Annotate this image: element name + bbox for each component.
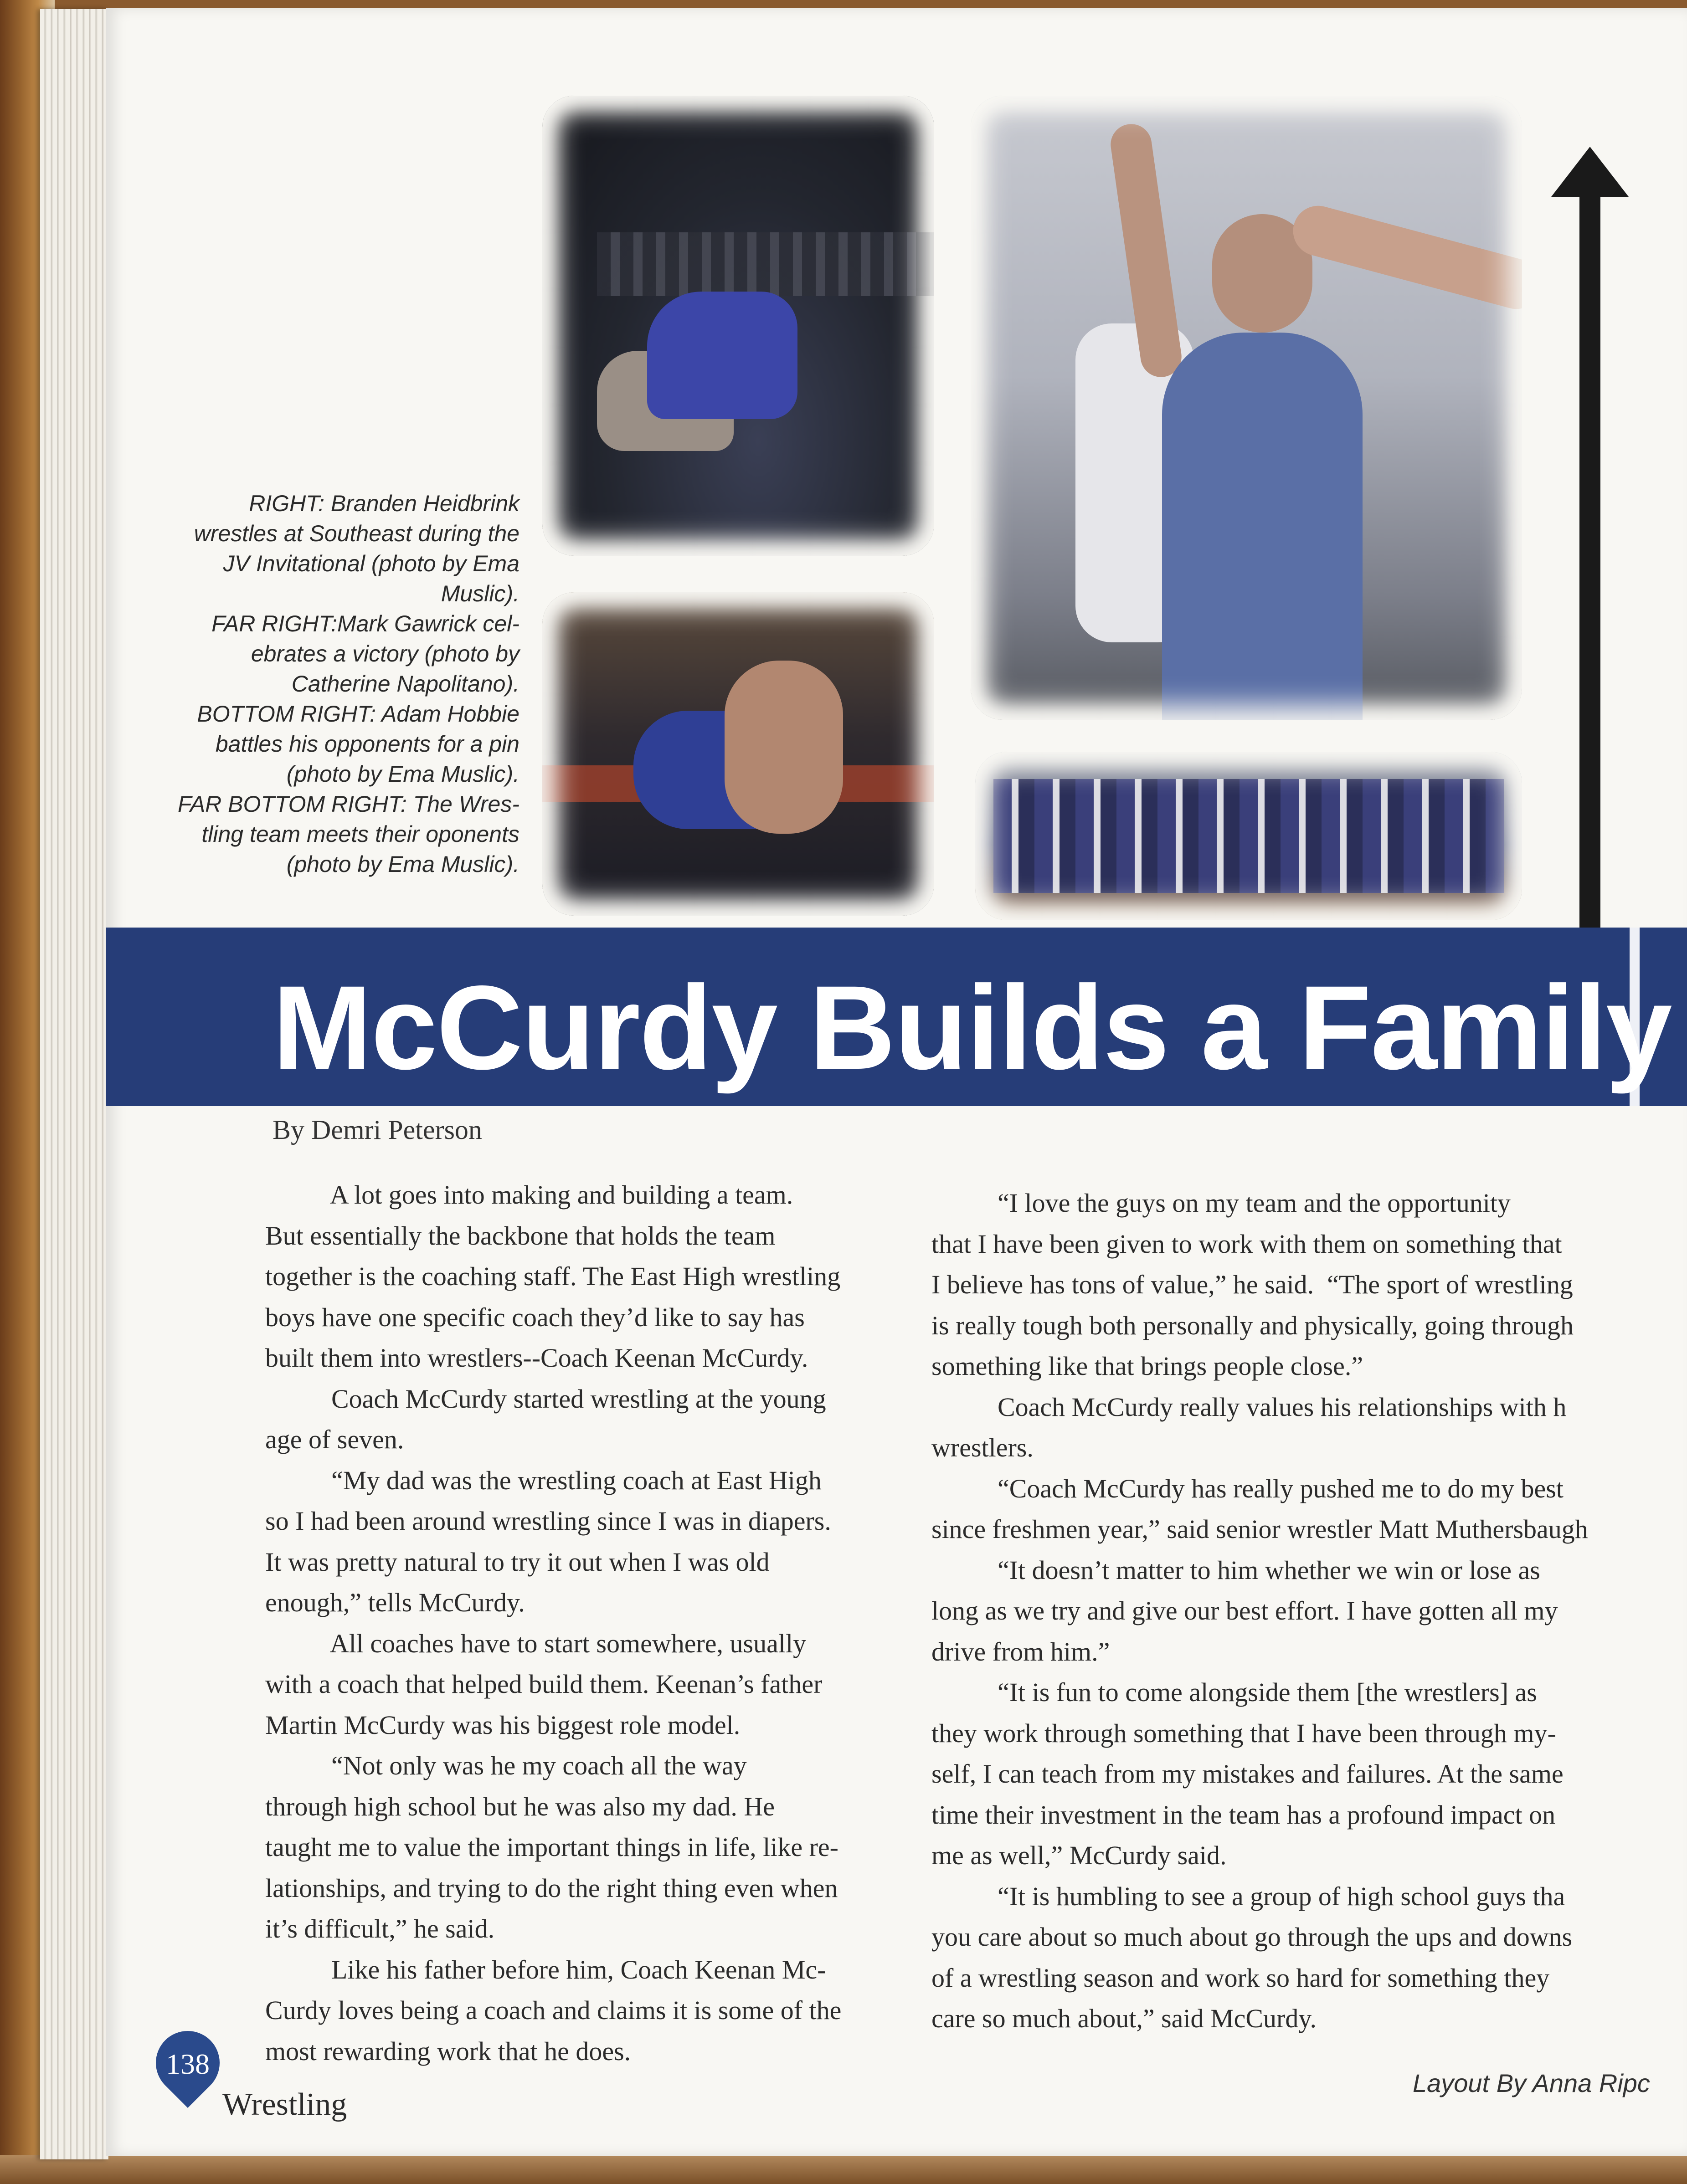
article-line: something like that brings people close.” bbox=[931, 1351, 1363, 1381]
photo-vignette bbox=[971, 96, 1522, 720]
article-line: But essentially the backbone that holds the team bbox=[265, 1220, 776, 1251]
article-column-left bbox=[265, 1174, 841, 2071]
article-line: drive from him.” bbox=[931, 1636, 1110, 1666]
article-line: “My dad was the wrestling coach at East High bbox=[265, 1465, 822, 1495]
article-line: is really tough both personally and physically, going through bbox=[931, 1310, 1574, 1340]
byline: By Demri Peterson bbox=[273, 1115, 482, 1145]
photo-vignette bbox=[975, 752, 1522, 920]
page-edges bbox=[40, 9, 108, 2159]
article-line: Martin McCurdy was his biggest role model. bbox=[265, 1710, 741, 1740]
article-line: they work through something that I have been through my- bbox=[931, 1718, 1556, 1748]
article-line: It was pretty natural to try it out when I was old bbox=[265, 1547, 770, 1577]
article-line: boys have one specific coach they’d like to say has bbox=[265, 1302, 805, 1332]
article-line: Curdy loves being a coach and claims it is some of the bbox=[265, 1995, 842, 2025]
article-line: “Not only was he my coach all the way bbox=[265, 1751, 747, 1780]
caption-line: battles his opponents for a pin bbox=[215, 731, 519, 757]
article-line: Coach McCurdy really values his relationships with h bbox=[931, 1392, 1567, 1422]
headline: McCurdy Builds a Family bbox=[273, 961, 1672, 1094]
article-line: taught me to value the important things in life, like re- bbox=[265, 1832, 838, 1862]
article-line: enough,” tells McCurdy. bbox=[265, 1588, 525, 1617]
caption-line: Muslic). bbox=[441, 581, 519, 606]
article-line: A lot goes into making and building a team. bbox=[265, 1180, 793, 1210]
up-arrow-icon bbox=[1551, 147, 1629, 197]
article-line: me as well,” McCurdy said. bbox=[931, 1841, 1227, 1870]
photo-gawrick-celebrating bbox=[971, 96, 1522, 720]
article-line: it’s difficult,” he said. bbox=[265, 1914, 495, 1943]
photo-vignette bbox=[542, 592, 934, 916]
photo-team-lineup bbox=[975, 752, 1522, 920]
article-line: through high school but he was also my dad. He bbox=[265, 1791, 775, 1821]
article-column-right bbox=[931, 1183, 1588, 2039]
article-line: together is the coaching staff. The East High wrestling bbox=[265, 1261, 841, 1291]
article-line: self, I can teach from my mistakes and failures. At the same bbox=[931, 1759, 1564, 1789]
article-line: so I had been around wrestling since I was in diapers. bbox=[265, 1506, 831, 1536]
up-arrow-shaft bbox=[1579, 191, 1600, 948]
article-line: Coach McCurdy started wrestling at the young bbox=[265, 1384, 826, 1414]
article-line: “Coach McCurdy has really pushed me to do my best bbox=[931, 1473, 1564, 1503]
caption-line: BOTTOM RIGHT: Adam Hobbie bbox=[197, 701, 519, 727]
page-number: 138 bbox=[166, 2048, 210, 2080]
article-line: long as we try and give our best effort. I have gotten all my bbox=[931, 1596, 1558, 1625]
photo-heidbrink-wrestling bbox=[542, 96, 934, 556]
article-line: “It is fun to come alongside them [the wrestlers] as bbox=[931, 1677, 1537, 1707]
caption-line: (photo by Ema Muslic). bbox=[286, 851, 519, 877]
caption-line: ebrates a victory (photo by bbox=[251, 641, 519, 666]
caption-line: FAR RIGHT:Mark Gawrick cel- bbox=[211, 611, 519, 636]
article-line: that I have been given to work with them on something that bbox=[931, 1229, 1562, 1259]
caption-line: JV Invitational (photo by Ema bbox=[223, 551, 519, 576]
caption-line: tling team meets their oponents bbox=[201, 821, 519, 847]
caption-line: (photo by Ema Muslic). bbox=[286, 761, 519, 787]
layout-credit: Layout By Anna Ripc bbox=[1413, 2069, 1650, 2097]
section-name: Wrestling bbox=[222, 2087, 347, 2122]
article-line: care so much about,” said McCurdy. bbox=[931, 2004, 1317, 2033]
desk-background-bottom bbox=[0, 2155, 1687, 2184]
article-line: you care about so much about go through the ups and downs bbox=[931, 1922, 1573, 1952]
caption-line: wrestles at Southeast during the bbox=[194, 521, 519, 546]
photo-vignette bbox=[542, 96, 934, 556]
article-line: All coaches have to start somewhere, usually bbox=[265, 1628, 807, 1658]
caption-line: FAR BOTTOM RIGHT: The Wres- bbox=[178, 791, 519, 817]
article-line: lationships, and trying to do the right thing even when bbox=[265, 1873, 838, 1903]
article-line: time their investment in the team has a profound impact on bbox=[931, 1799, 1556, 1830]
article-line: I believe has tons of value,” he said. “The sport of wrestling bbox=[931, 1270, 1573, 1299]
article-line: with a coach that helped build them. Keenan’s father bbox=[265, 1669, 823, 1699]
photo-captions bbox=[146, 488, 519, 879]
article-line: of a wrestling season and work so hard for something they bbox=[931, 1963, 1550, 1993]
article-line: age of seven. bbox=[265, 1425, 404, 1454]
article-line: Like his father before him, Coach Keenan Mc- bbox=[265, 1954, 826, 1984]
article-line: wrestlers. bbox=[931, 1433, 1034, 1462]
caption-line: RIGHT: Branden Heidbrink bbox=[249, 491, 519, 516]
article-line: “It is humbling to see a group of high school guys tha bbox=[931, 1881, 1565, 1911]
article-line: most rewarding work that he does. bbox=[265, 2036, 631, 2066]
article-line: since freshmen year,” said senior wrestler Matt Muthersbaugh bbox=[931, 1514, 1588, 1544]
photo-hobbie-pin bbox=[542, 592, 934, 916]
caption-line: Catherine Napolitano). bbox=[291, 671, 519, 697]
article-line: “I love the guys on my team and the opportunity bbox=[931, 1188, 1511, 1218]
article-line: built them into wrestlers--Coach Keenan McCurdy. bbox=[265, 1343, 808, 1373]
article-line: “It doesn’t matter to him whether we win or lose as bbox=[931, 1555, 1540, 1585]
